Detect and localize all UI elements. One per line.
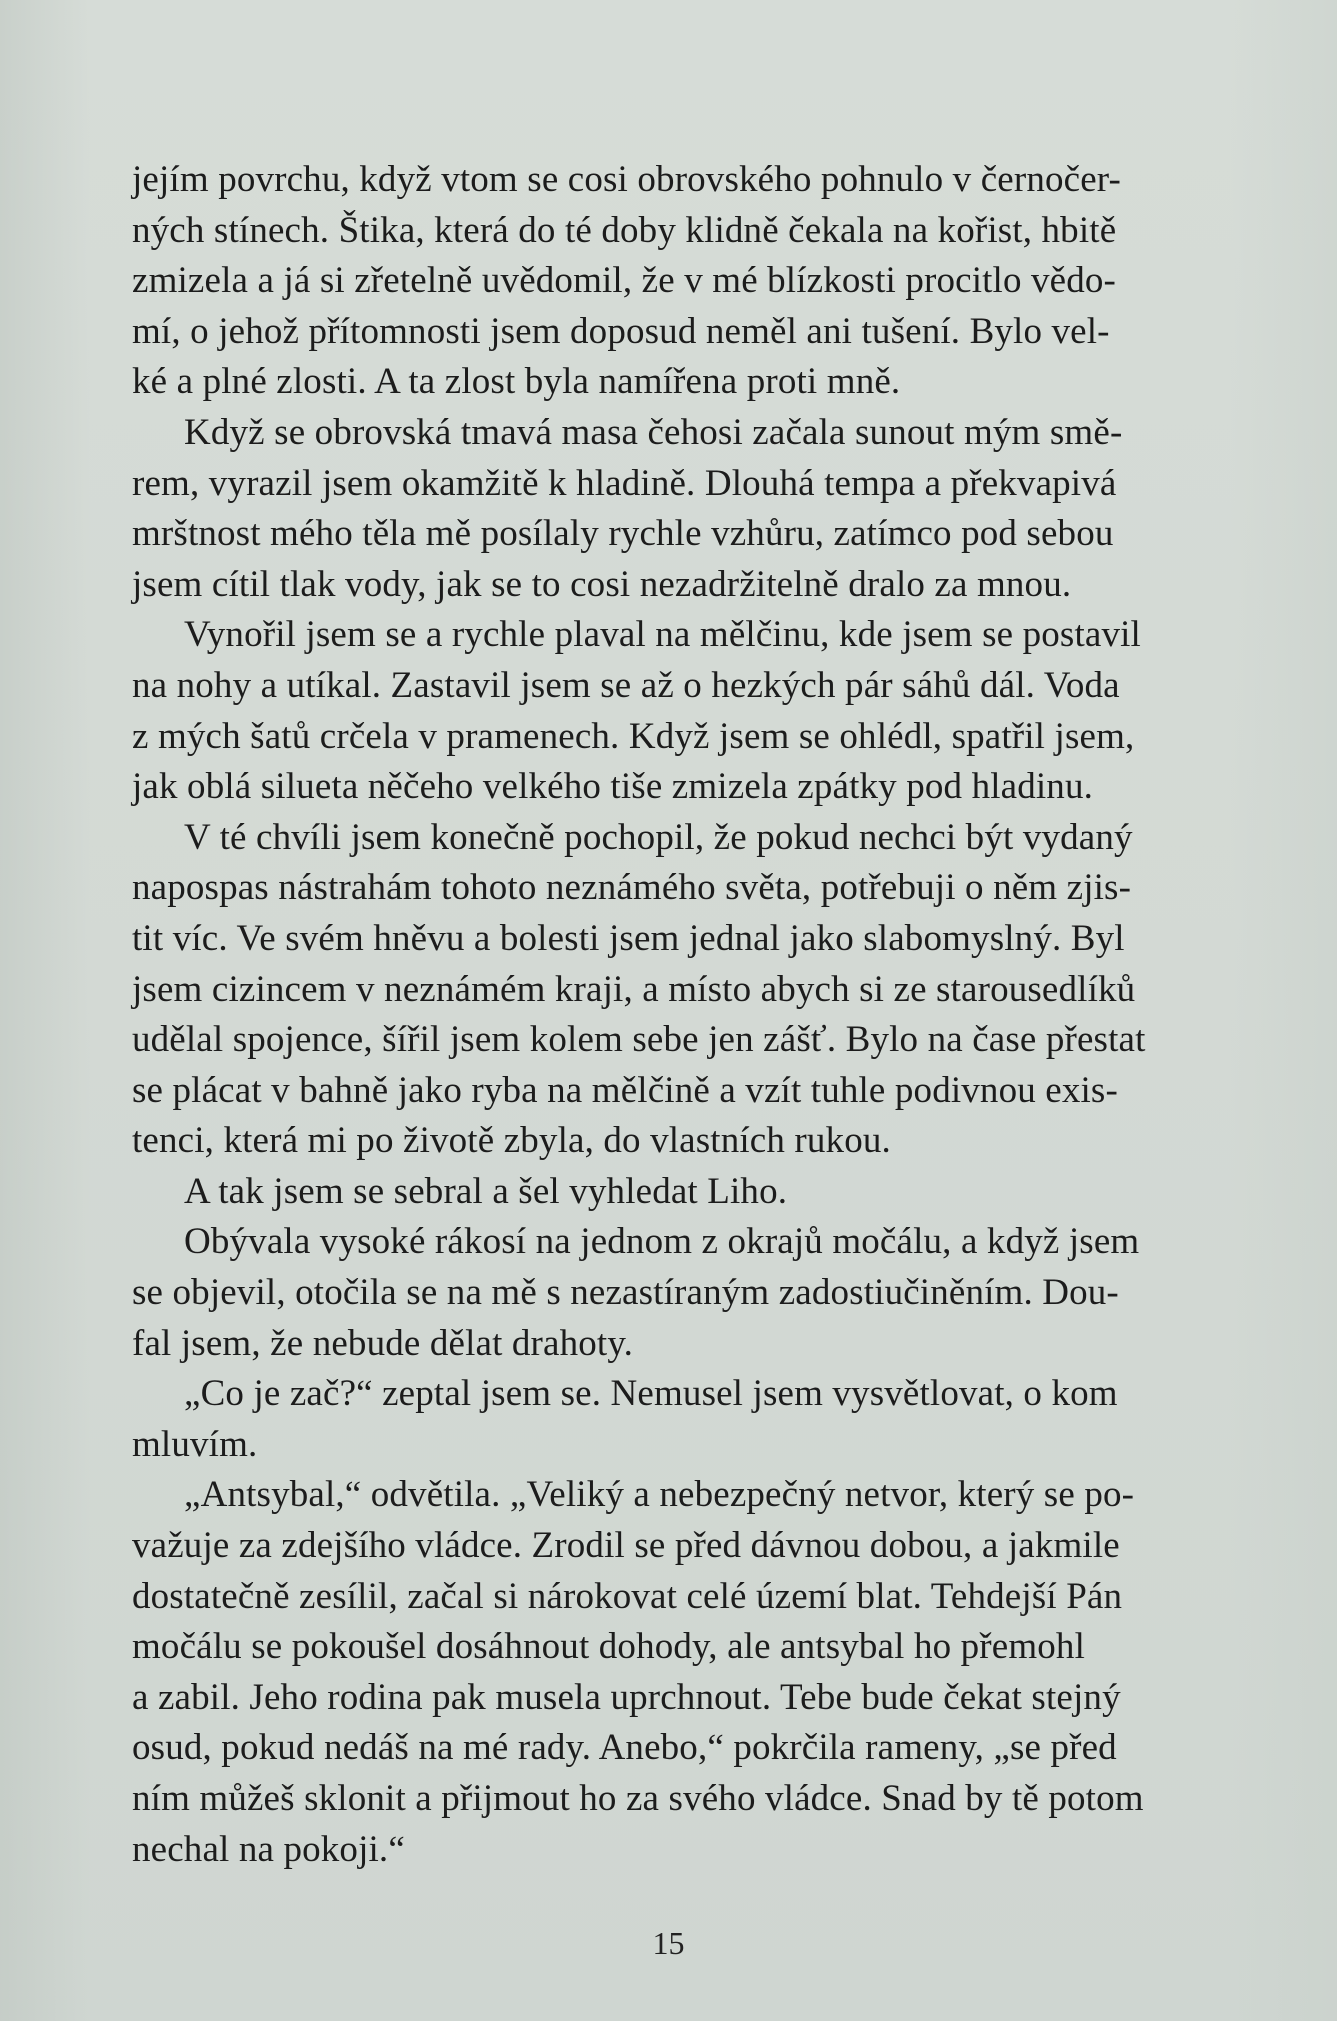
text-line: Když se obrovská tmavá masa čehosi začala sunout mým smě- [184, 411, 1123, 453]
text-line: jak oblá silueta něčeho velkého tiše zmizela zpátky pod hladinu. [132, 766, 1093, 808]
text-line: dostatečně zesílil, začal si nárokovat celé území blat. Tehdejší Pán [132, 1575, 1123, 1617]
text-line: tenci, která mi po životě zbyla, do vlastních rukou. [132, 1120, 891, 1162]
text-line: ním můžeš sklonit a přijmout ho za svého vládce. Snad by tě potom [132, 1778, 1144, 1819]
text-line: osud, pokud nedáš na mé rady. Anebo,“ pokrčila rameny, „se před [132, 1727, 1117, 1769]
text-line: z mých šatů crčela v pramenech. Když jsem se ohlédl, spatřil jsem, [132, 715, 1135, 757]
text-line: mrštnost mého těla mě posílaly rychle vzhůru, zatímco pod sebou [132, 513, 1114, 555]
text-line: Obývala vysoké rákosí na jednom z okrajů močálu, a když jsem [184, 1221, 1140, 1263]
text-line: a zabil. Jeho rodina pak musela uprchnout. Tebe bude čekat stejný [132, 1676, 1121, 1718]
text-line: tit víc. Ve svém hněvu a bolesti jsem jednal jako slabomyslný. Byl [132, 917, 1125, 959]
text-line: važuje za zdejšího vládce. Zrodil se před dávnou dobou, a jakmile [132, 1525, 1120, 1567]
text-line: se objevil, otočila se na mě s nezastíraným zadostiučiněním. Dou- [132, 1272, 1119, 1314]
text-line: ké a plné zlosti. A ta zlost byla namířena proti mně. [132, 361, 901, 403]
text-line: A tak jsem se sebral a šel vyhledat Liho. [184, 1170, 788, 1212]
text-line: zmizela a já si zřetelně uvědomil, že v mé blízkosti procitlo vědo- [132, 260, 1117, 302]
text-line: rem, vyrazil jsem okamžitě k hladině. Dlouhá tempa a překvapivá [132, 462, 1117, 504]
text-line: napospas nástrahám tohoto neznámého světa, potřebuji o něm zjis- [132, 867, 1132, 909]
text-line: močálu se pokoušel dosáhnout dohody, ale antsybal ho přemohl [132, 1626, 1086, 1668]
text-line: fal jsem, že nebude dělat drahoty. [132, 1322, 633, 1364]
text-line: jsem cítil tlak vody, jak se to cosi nezadržitelně dralo za mnou. [132, 563, 1072, 605]
text-line: na nohy a utíkal. Zastavil jsem se až o hezkých pár sáhů dál. Voda [132, 664, 1120, 706]
text-line: Vynořil jsem se a rychle plaval na mělčinu, kde jsem se postavil [184, 614, 1141, 656]
text-line: mí, o jehož přítomnosti jsem doposud neměl ani tušení. Bylo vel- [132, 310, 1110, 352]
body-text [132, 155, 1200, 1875]
text-line: ných stínech. Štika, která do té doby klidně čekala na kořist, hbitě [132, 209, 1117, 251]
text-line: jsem cizincem v neznámém kraji, a místo abych si ze starousedlíků [132, 968, 1136, 1010]
page-number: 15 [652, 1925, 685, 1961]
text-line: V té chvíli jsem konečně pochopil, že pokud nechci být vydaný [184, 816, 1133, 858]
text-line: „Co je zač?“ zeptal jsem se. Nemusel jsem vysvětlovat, o kom [184, 1373, 1118, 1415]
text-line: nechal na pokoji.“ [132, 1828, 405, 1870]
text-line: jejím povrchu, když vtom se cosi obrovského pohnulo v černočer- [132, 159, 1121, 200]
text-line: udělal spojence, šířil jsem kolem sebe jen zášť. Bylo na čase přestat [132, 1019, 1146, 1061]
text-line: se plácat v bahně jako ryba na mělčině a vzít tuhle podivnou exis- [132, 1069, 1118, 1111]
text-line: mluvím. [132, 1423, 258, 1465]
text-line: „Antsybal,“ odvětila. „Veliký a nebezpečný netvor, který se po- [184, 1474, 1135, 1516]
